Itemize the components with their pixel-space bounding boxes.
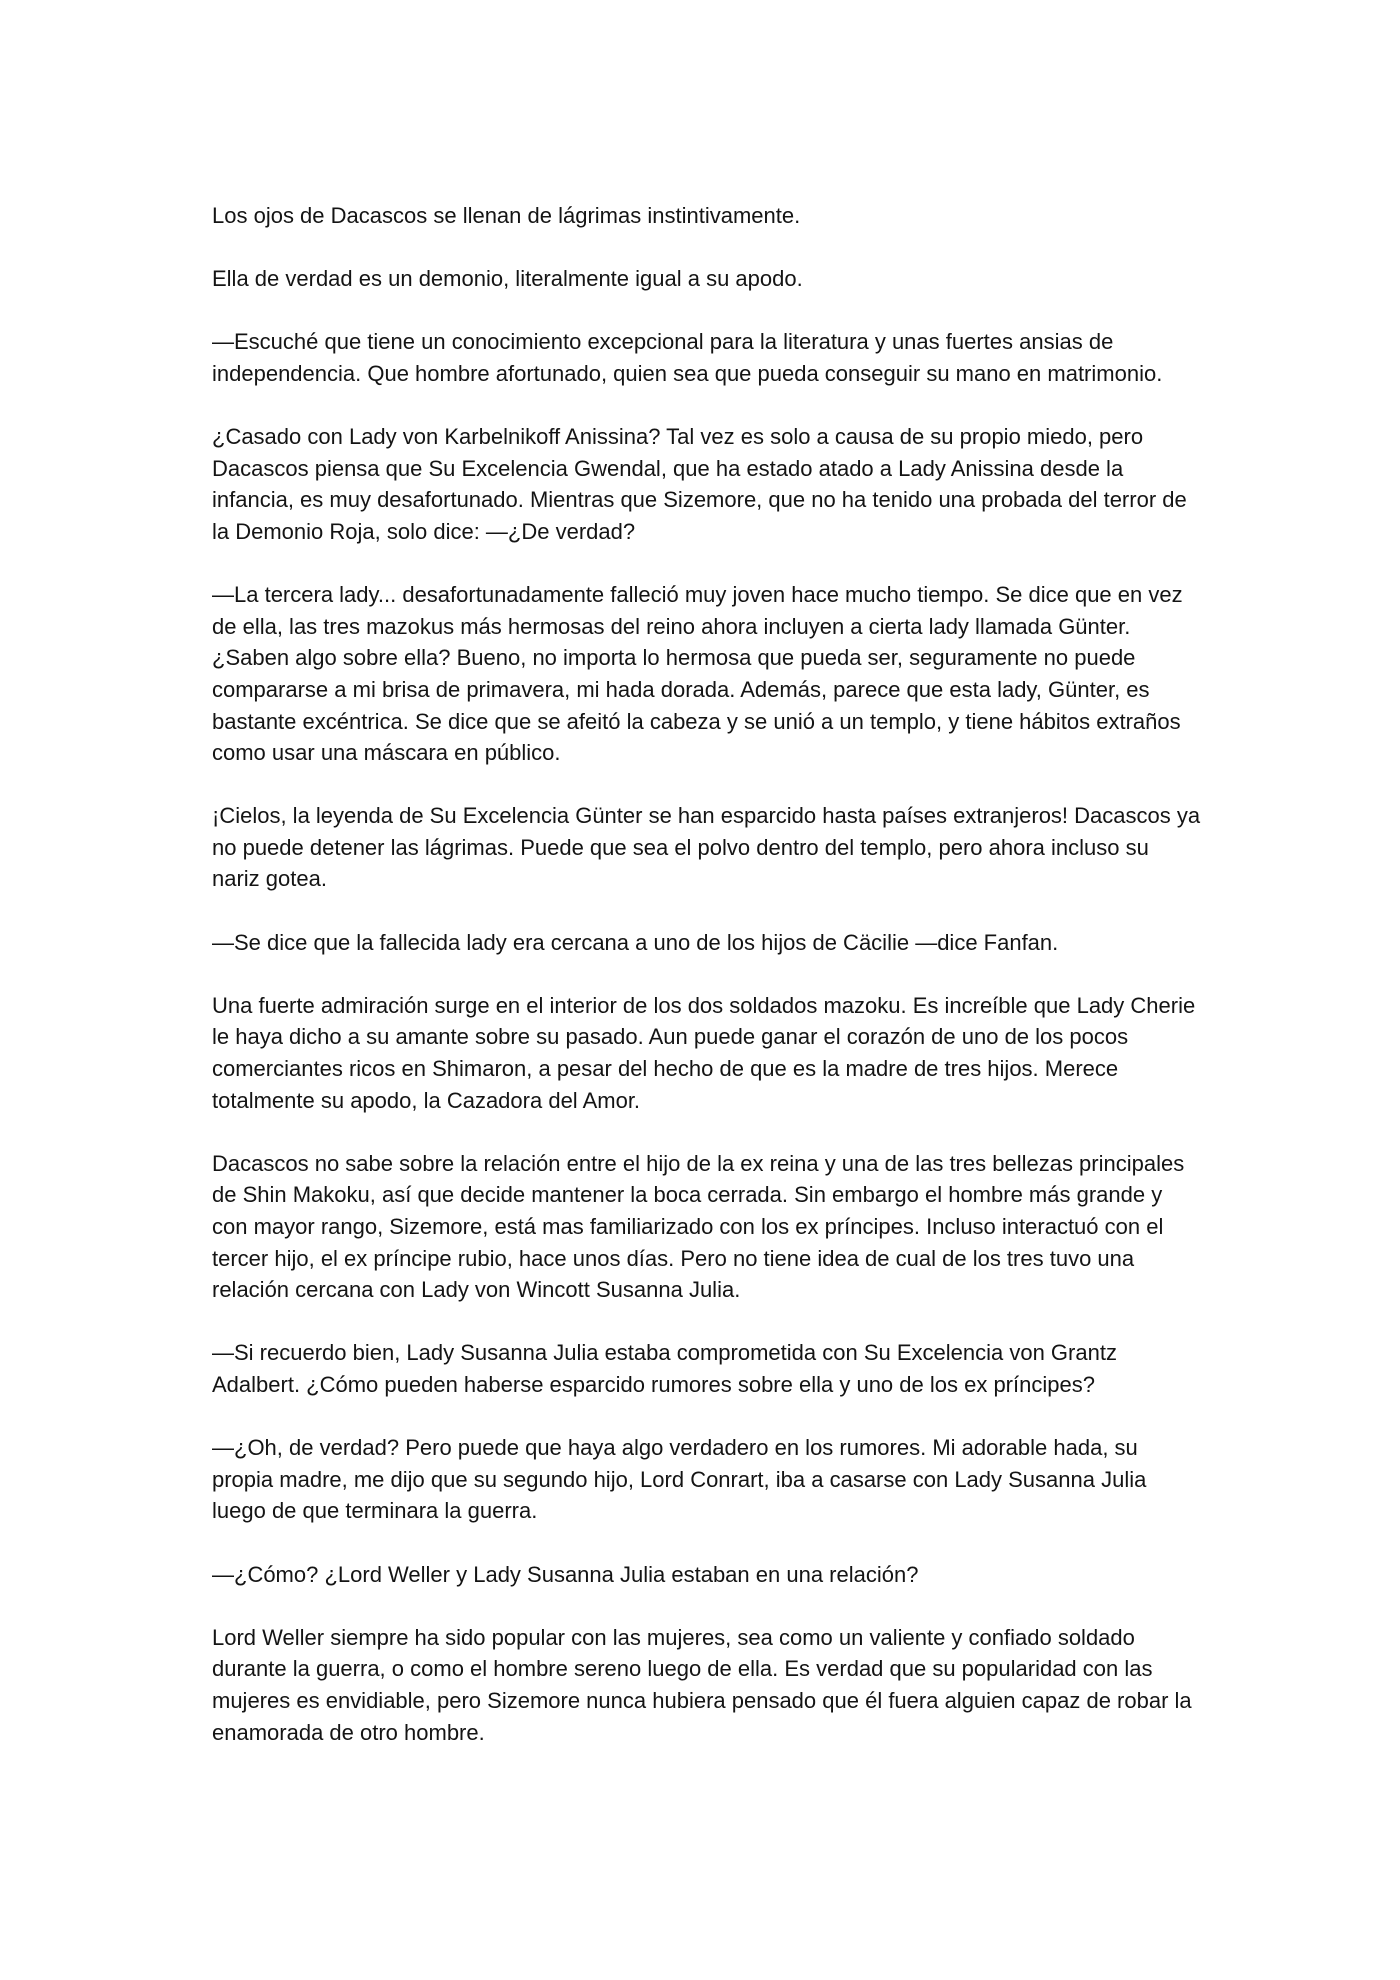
paragraph: —¿Cómo? ¿Lord Weller y Lady Susanna Julia estaban en una relación? [212,1561,919,1587]
paragraph: —La tercera lady... desafortunadamente falleció muy joven hace mucho tiempo. Se dice que en vez de ella, las tres mazokus más hermosas del reino ahora incluyen a cierta lady llamada Günter. ¿Saben algo sobre ella? Bueno, no importa lo hermosa que pueda ser, seguramente no puede compararse a mi brisa de primavera, mi hada dorada. Además, parece que esta lady, Günter, es bastante excéntrica. Se dice que se afeitó la cabeza y se unió a un templo, y tiene hábitos extraños como usar una máscara en público. [212,582,1183,766]
paragraph: —¿Oh, de verdad? Pero puede que haya algo verdadero en los rumores. Mi adorable hada, su propia madre, me dijo que su segundo hijo, Lord Conrart, iba a casarse con Lady Susanna Julia luego de que terminara la guerra. [212,1435,1147,1524]
paragraph: —Si recuerdo bien, Lady Susanna Julia estaba comprometida con Su Excelencia von Grantz Adalbert. ¿Cómo pueden haberse esparcido rumores sobre ella y uno de los ex príncipes? [212,1340,1117,1397]
paragraph: —Escuché que tiene un conocimiento excepcional para la literatura y unas fuertes ansias de independencia. Que hombre afortunado, quien sea que pueda conseguir su mano en matrimonio. [212,329,1163,386]
paragraph: Una fuerte admiración surge en el interior de los dos soldados mazoku. Es increíble que Lady Cherie le haya dicho a su amante sobre su pasado. Aun puede ganar el corazón de uno de los pocos comerciantes ricos en Shimaron, a pesar del hecho de que es la madre de tres hijos. Merece totalmente su apodo, la Cazadora del Amor. [212,992,1196,1113]
paragraph: —Se dice que la fallecida lady era cercana a uno de los hijos de Cäcilie —dice Fanfan. [212,929,1059,955]
document-body [212,200,1202,1748]
paragraph: ¿Casado con Lady von Karbelnikoff Anissina? Tal vez es solo a causa de su propio miedo, pero Dacascos piensa que Su Excelencia Gwendal, que ha estado atado a Lady Anissina desde la infancia, es muy desafortunado. Mientras que Sizemore, que no ha tenido una probada del terror de la Demonio Roja, solo dice: —¿De verdad? [212,424,1187,544]
paragraph: Ella de verdad es un demonio, literalmente igual a su apodo. [212,266,803,292]
paragraph: Los ojos de Dacascos se llenan de lágrimas instintivamente. [212,203,801,228]
paragraph: Lord Weller siempre ha sido popular con las mujeres, sea como un valiente y confiado soldado durante la guerra, o como el hombre sereno luego de ella. Es verdad que su popularidad con las mujeres es envidiable, pero Sizemore nunca hubiera pensado que él fuera alguien capaz de robar la enamorada de otro hombre. [212,1624,1192,1745]
paragraph: ¡Cielos, la leyenda de Su Excelencia Günter se han esparcido hasta países extranjeros! Dacascos ya no puede detener las lágrimas. Puede que sea el polvo dentro del templo, pero ahora incluso su nariz gotea. [212,803,1201,892]
paragraph: Dacascos no sabe sobre la relación entre el hijo de la ex reina y una de las tres bellezas principales de Shin Makoku, así que decide mantener la boca cerrada. Sin embargo el hombre más grande y con mayor rango, Sizemore, está mas familiarizado con los ex príncipes. Incluso interactuó con el tercer hijo, el ex príncipe rubio, hace unos días. Pero no tiene idea de cual de los tres tuvo una relación cercana con Lady von Wincott Susanna Julia. [212,1150,1185,1303]
